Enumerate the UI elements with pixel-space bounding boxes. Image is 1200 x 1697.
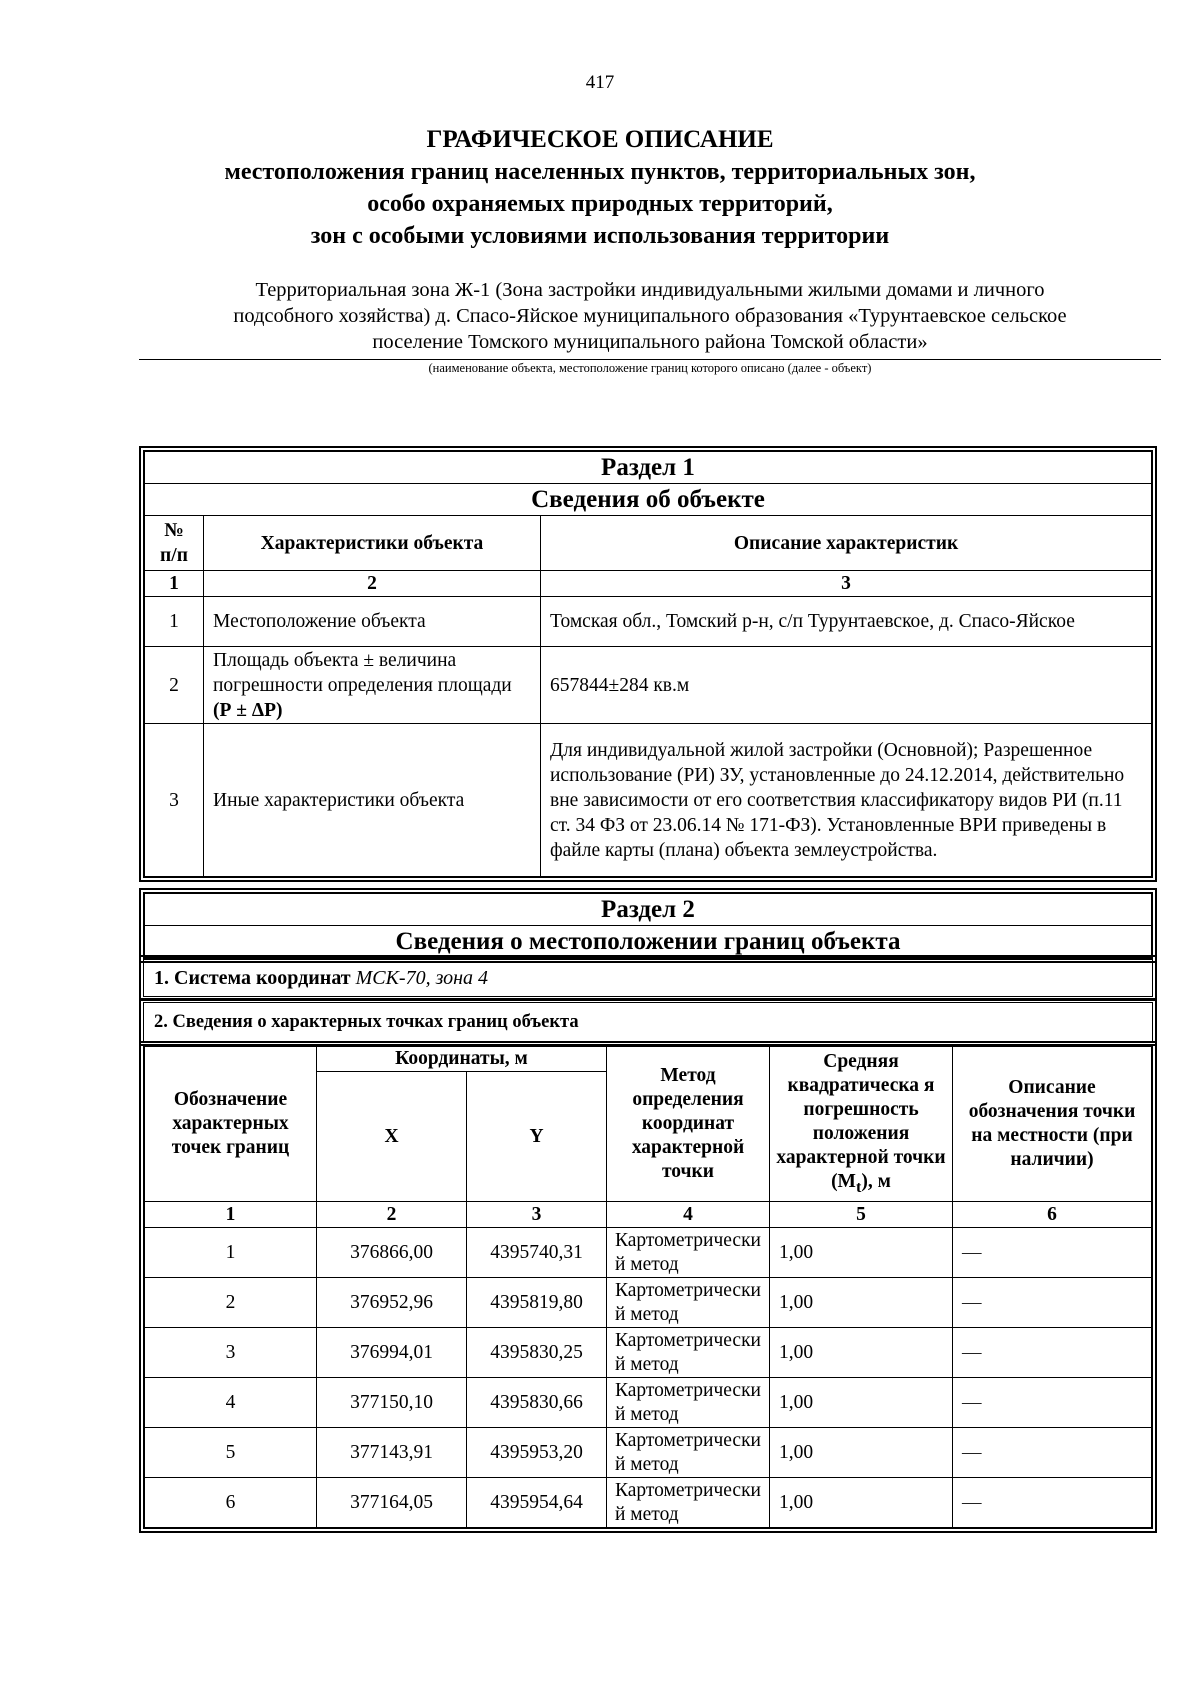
header-num: № п/п xyxy=(145,516,204,571)
point-method: Картометрически й метод xyxy=(607,1328,770,1378)
section-1-table xyxy=(144,451,1152,877)
header-point: Обозначение характерных точек границ xyxy=(145,1047,317,1202)
point-description: — xyxy=(953,1278,1152,1328)
coord-system xyxy=(143,959,1153,997)
table-row xyxy=(145,1478,1152,1528)
point-error: 1,00 xyxy=(770,1478,953,1528)
point-id: 3 xyxy=(145,1328,317,1378)
coord-system-label: 1. Система координат xyxy=(154,967,351,989)
point-id: 4 xyxy=(145,1378,317,1428)
table-row xyxy=(145,1278,1152,1328)
row-characteristic: Местоположение объекта xyxy=(204,597,541,647)
point-error: 1,00 xyxy=(770,1378,953,1428)
point-method: Картометрически й метод xyxy=(607,1278,770,1328)
row-characteristic: Иные характеристики объекта xyxy=(204,724,541,877)
point-method: Картометрически й метод xyxy=(607,1428,770,1478)
point-y: 4395953,20 xyxy=(467,1428,607,1478)
row-description: 657844±284 кв.м xyxy=(541,647,1152,724)
header-characteristic: Характеристики объекта xyxy=(204,516,541,571)
point-id: 5 xyxy=(145,1428,317,1478)
table-row xyxy=(145,597,1152,647)
section-2-subtitle: Сведения о местоположении границ объекта xyxy=(145,926,1152,958)
point-method: Картометрически й метод xyxy=(607,1228,770,1278)
point-error: 1,00 xyxy=(770,1328,953,1378)
header-description: Описание характеристик xyxy=(541,516,1152,571)
point-y: 4395830,66 xyxy=(467,1378,607,1428)
coordinates-frame xyxy=(139,1041,1157,1533)
coord-system-value: МСК-70, зона 4 xyxy=(355,967,489,989)
row-characteristic xyxy=(204,647,541,724)
row-description: Для индивидуальной жилой застройки (Основной); Разрешенное использование (РИ) ЗУ, установленные до 24.12.2014, действительно вне зависимости от его соответствия классификатору видов РИ (п.11 ст. 34 ФЗ от 23.06.14 № 171-ФЗ). Установленные ВРИ приведены в файле карты (плана) объекта землеустройства. xyxy=(541,724,1152,877)
points-heading: 2. Сведения о характерных точках границ объекта xyxy=(143,1002,1153,1042)
point-id: 1 xyxy=(145,1228,317,1278)
col-number: 2 xyxy=(204,571,541,597)
point-error: 1,00 xyxy=(770,1278,953,1328)
object-name-line-1: Территориальная зона Ж-1 (Зона застройки индивидуальными жилыми домами и личного xyxy=(255,279,1045,301)
header-coordinates: Координаты, м xyxy=(317,1047,607,1072)
header-x: X xyxy=(317,1072,467,1202)
point-y: 4395740,31 xyxy=(467,1228,607,1278)
row-num: 2 xyxy=(145,647,204,724)
header-y: Y xyxy=(467,1072,607,1202)
section-2-frame xyxy=(139,888,1157,963)
col-number: 5 xyxy=(770,1202,953,1228)
object-name-underline xyxy=(139,359,1161,360)
point-y: 4395819,80 xyxy=(467,1278,607,1328)
title-line-2: местоположения границ населенных пунктов, территориальных зон, xyxy=(224,159,976,185)
point-y: 4395954,64 xyxy=(467,1478,607,1528)
point-x: 377143,91 xyxy=(317,1428,467,1478)
point-description: — xyxy=(953,1478,1152,1528)
title-line-4: зон с особыми условиями использования территории xyxy=(310,223,890,249)
table-row xyxy=(145,1378,1152,1428)
point-x: 377164,05 xyxy=(317,1478,467,1528)
table-row xyxy=(145,724,1152,877)
title-line-3: особо охраняемых природных территорий, xyxy=(367,191,833,217)
row-description: Томская обл., Томский р-н, с/п Турунтаевское, д. Спасо-Яйское xyxy=(541,597,1152,647)
point-description: — xyxy=(953,1228,1152,1278)
point-id: 2 xyxy=(145,1278,317,1328)
points-heading-frame xyxy=(139,998,1157,1046)
col-number: 1 xyxy=(145,1202,317,1228)
col-number: 4 xyxy=(607,1202,770,1228)
point-error: 1,00 xyxy=(770,1228,953,1278)
object-name-line-3: поселение Томского муниципального района Томской области» xyxy=(372,331,928,353)
document-title xyxy=(100,124,1100,252)
header-error-text: Средняя квадратическа я погрешность положения характерной точки (M xyxy=(776,1050,946,1192)
object-name-caption: (наименование объекта, местоположение границ которого описано (далее - объект) xyxy=(428,361,872,375)
section-2-title: Раздел 2 xyxy=(145,894,1152,926)
point-method: Картометрически й метод xyxy=(607,1478,770,1528)
point-error: 1,00 xyxy=(770,1428,953,1478)
header-error-sub: t xyxy=(855,1177,862,1196)
coord-system-frame xyxy=(139,955,1157,1001)
page-number: 417 xyxy=(585,72,615,93)
col-number: 6 xyxy=(953,1202,1152,1228)
point-x: 376952,96 xyxy=(317,1278,467,1328)
table-row xyxy=(145,647,1152,724)
col-number: 3 xyxy=(467,1202,607,1228)
point-x: 376994,01 xyxy=(317,1328,467,1378)
table-row xyxy=(145,1328,1152,1378)
point-description: — xyxy=(953,1428,1152,1478)
table-row xyxy=(145,1228,1152,1278)
header-error-unit: ), м xyxy=(861,1170,891,1192)
header-method: Метод определения координат характерной точки xyxy=(607,1047,770,1202)
point-description: — xyxy=(953,1328,1152,1378)
header-error xyxy=(770,1047,953,1202)
point-y: 4395830,25 xyxy=(467,1328,607,1378)
header-point-description: Описание обозначения точки на местности (при наличии) xyxy=(953,1047,1152,1202)
section-2-header xyxy=(144,893,1152,958)
col-number: 2 xyxy=(317,1202,467,1228)
title-line-1: ГРАФИЧЕСКОЕ ОПИСАНИЕ xyxy=(426,126,774,153)
point-id: 6 xyxy=(145,1478,317,1528)
point-x: 377150,10 xyxy=(317,1378,467,1428)
point-method: Картометрически й метод xyxy=(607,1378,770,1428)
section-1-subtitle: Сведения об объекте xyxy=(145,484,1152,516)
row-characteristic-text: Площадь объекта ± величина погрешности определения площади xyxy=(213,649,512,696)
table-row xyxy=(145,1428,1152,1478)
point-description: — xyxy=(953,1378,1152,1428)
section-1-frame xyxy=(139,446,1157,882)
col-number: 3 xyxy=(541,571,1152,597)
object-name xyxy=(139,277,1161,355)
point-x: 376866,00 xyxy=(317,1228,467,1278)
col-number: 1 xyxy=(145,571,204,597)
area-formula: (Р ± ΔР) xyxy=(213,699,283,721)
object-name-line-2: подсобного хозяйства) д. Спасо-Яйское муниципального образования «Турунтаевское сельское xyxy=(233,305,1067,327)
row-num: 1 xyxy=(145,597,204,647)
section-1-title: Раздел 1 xyxy=(145,452,1152,484)
row-num: 3 xyxy=(145,724,204,877)
coordinates-table xyxy=(144,1046,1152,1528)
